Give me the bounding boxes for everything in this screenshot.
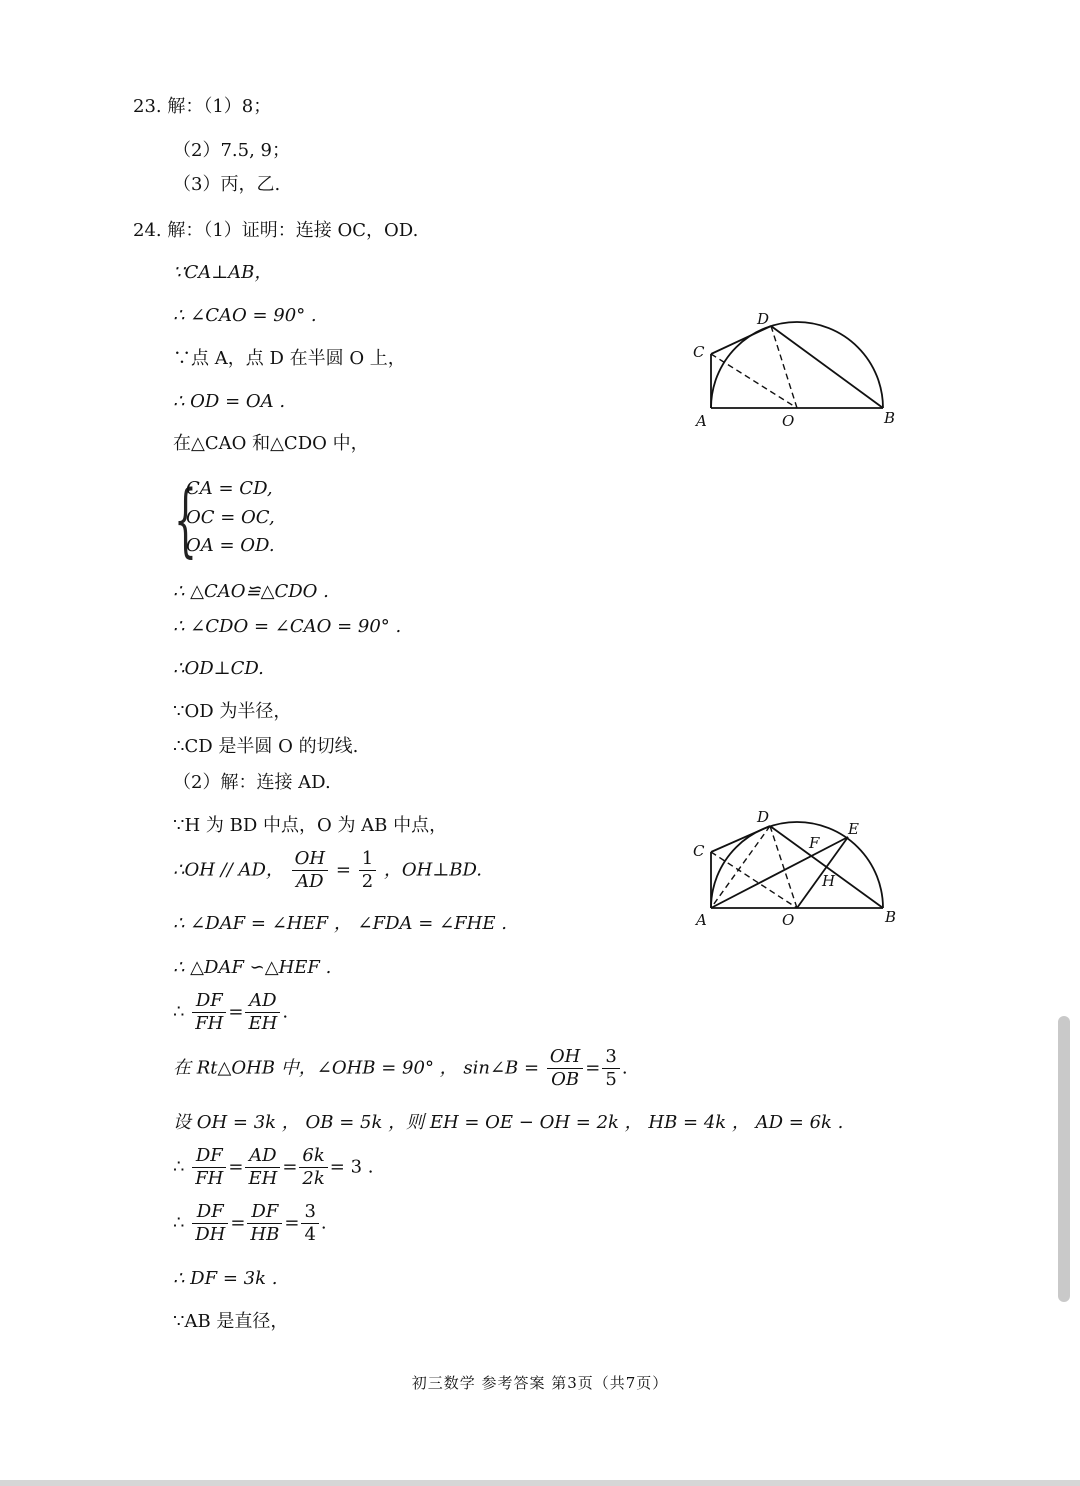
part2-heading: （2）解：连接 AD. bbox=[173, 772, 331, 793]
proof-line: ∴ △CAO≌△CDO . bbox=[173, 581, 329, 602]
segment-do-dashed bbox=[771, 326, 797, 408]
proof-line: 设 OH = 3k ， OB = 5k ，则 EH = OE − OH = 2k ， HB = 4k ， AD = 6k . bbox=[173, 1112, 844, 1133]
ratio-line: ∴ $\frac{DF}{DH}$ = $\frac{DF}{HB}$ = $\frac{3}{4}$ . bbox=[173, 1201, 327, 1245]
point-label: E bbox=[848, 820, 859, 838]
oh-parallel-line: ∴OH // AD， $\frac{OH}{AD}$ = $\frac{1}{2}$ ，OH⊥BD. bbox=[173, 848, 482, 892]
fraction: $\frac{3}{4}$ bbox=[301, 1201, 318, 1246]
proof-line: ∴ △DAF ∽△HEF . bbox=[173, 957, 332, 978]
point-label: O bbox=[782, 412, 795, 430]
left-brace: { bbox=[174, 473, 197, 566]
fraction: $\frac{1}{2}$ bbox=[359, 848, 376, 893]
point-label: C bbox=[693, 343, 705, 361]
proof-line: ∵CA⊥AB， bbox=[173, 262, 273, 283]
point-label: B bbox=[884, 409, 896, 427]
segment-do-dashed bbox=[770, 826, 797, 908]
point-label: D bbox=[757, 310, 770, 328]
proof-line: ∵AB 是直径， bbox=[173, 1311, 289, 1332]
proof-line: ∵点 A，点 D 在半圆 O 上， bbox=[173, 348, 406, 369]
fraction: $\frac{AD}{EH}$ bbox=[245, 990, 280, 1035]
proof-line: 在△CAO 和△CDO 中， bbox=[173, 433, 369, 454]
q23-part2: （2）7.5, 9； bbox=[173, 140, 290, 161]
system-equation: OC = OC, bbox=[186, 507, 275, 528]
segment-db bbox=[771, 326, 883, 408]
fraction: $\frac{OH}{AD}$ bbox=[292, 848, 328, 893]
fraction: $\frac{6k}{2k}$ bbox=[299, 1145, 327, 1190]
point-label: F bbox=[809, 834, 820, 852]
proof-line: ∴ ∠CAO = 90° . bbox=[173, 305, 317, 326]
fraction: $\frac{OH}{OB}$ bbox=[547, 1046, 583, 1091]
point-label: B bbox=[885, 908, 897, 926]
point-label: A bbox=[696, 412, 707, 430]
system-equation: OA = OD. bbox=[186, 535, 275, 556]
fraction: $\frac{DF}{DH}$ bbox=[192, 1201, 228, 1246]
ratio-line: ∴ $\frac{DF}{FH}$ = $\frac{AD}{EH}$ = $\frac{6k}{2k}$ = 3 . bbox=[173, 1145, 374, 1189]
proof-line: ∵H 为 BD 中点，O 为 AB 中点， bbox=[173, 815, 448, 836]
sine-line: 在 Rt△OHB 中，∠OHB = 90° ， sin∠B = $\frac{OH}{OB}$ = $\frac{3}{5}$ . bbox=[173, 1046, 628, 1090]
fraction: $\frac{DF}{FH}$ bbox=[192, 990, 226, 1035]
fraction: $\frac{DF}{FH}$ bbox=[192, 1145, 226, 1190]
segment-co-dashed bbox=[711, 852, 797, 908]
proof-line: ∴OD⊥CD. bbox=[173, 658, 264, 679]
proof-line: ∴ OD = OA . bbox=[173, 391, 286, 412]
point-label: O bbox=[782, 911, 795, 929]
point-label: D bbox=[757, 808, 770, 826]
fraction: $\frac{AD}{EH}$ bbox=[245, 1145, 280, 1190]
figure-2-semicircle bbox=[686, 806, 916, 934]
figure-1-semicircle bbox=[686, 306, 916, 434]
semicircle-arc bbox=[711, 322, 883, 408]
system-equation: CA = CD, bbox=[186, 478, 273, 499]
proof-line: ∴ DF = 3k . bbox=[173, 1268, 278, 1289]
proof-line: ∴CD 是半圆 O 的切线. bbox=[173, 736, 359, 757]
segment-cd bbox=[711, 326, 771, 354]
proof-line: ∵OD 为半径， bbox=[173, 701, 292, 722]
q24-heading: 24. 解：（1）证明：连接 OC，OD. bbox=[133, 220, 419, 241]
fraction: $\frac{DF}{HB}$ bbox=[247, 1201, 282, 1246]
fraction: $\frac{3}{5}$ bbox=[602, 1046, 619, 1091]
segment-co-dashed bbox=[711, 354, 797, 408]
page-footer: 初三数学 参考答案 第3页（共7页） bbox=[411, 1374, 669, 1392]
point-label: H bbox=[822, 872, 836, 890]
bottom-divider bbox=[0, 1480, 1080, 1486]
ratio-line: ∴ $\frac{DF}{FH}$ = $\frac{AD}{EH}$ . bbox=[173, 990, 289, 1034]
q23-part3: （3）丙，乙. bbox=[173, 174, 281, 195]
point-label: C bbox=[693, 842, 705, 860]
q23-heading: 23. 解：（1）8； bbox=[133, 96, 272, 117]
proof-line: ∴ ∠CDO = ∠CAO = 90° . bbox=[173, 616, 402, 637]
point-label: A bbox=[696, 911, 707, 929]
vertical-scrollbar[interactable] bbox=[1058, 1016, 1070, 1302]
proof-line: ∴ ∠DAF = ∠HEF ， ∠FDA = ∠FHE . bbox=[173, 913, 507, 934]
